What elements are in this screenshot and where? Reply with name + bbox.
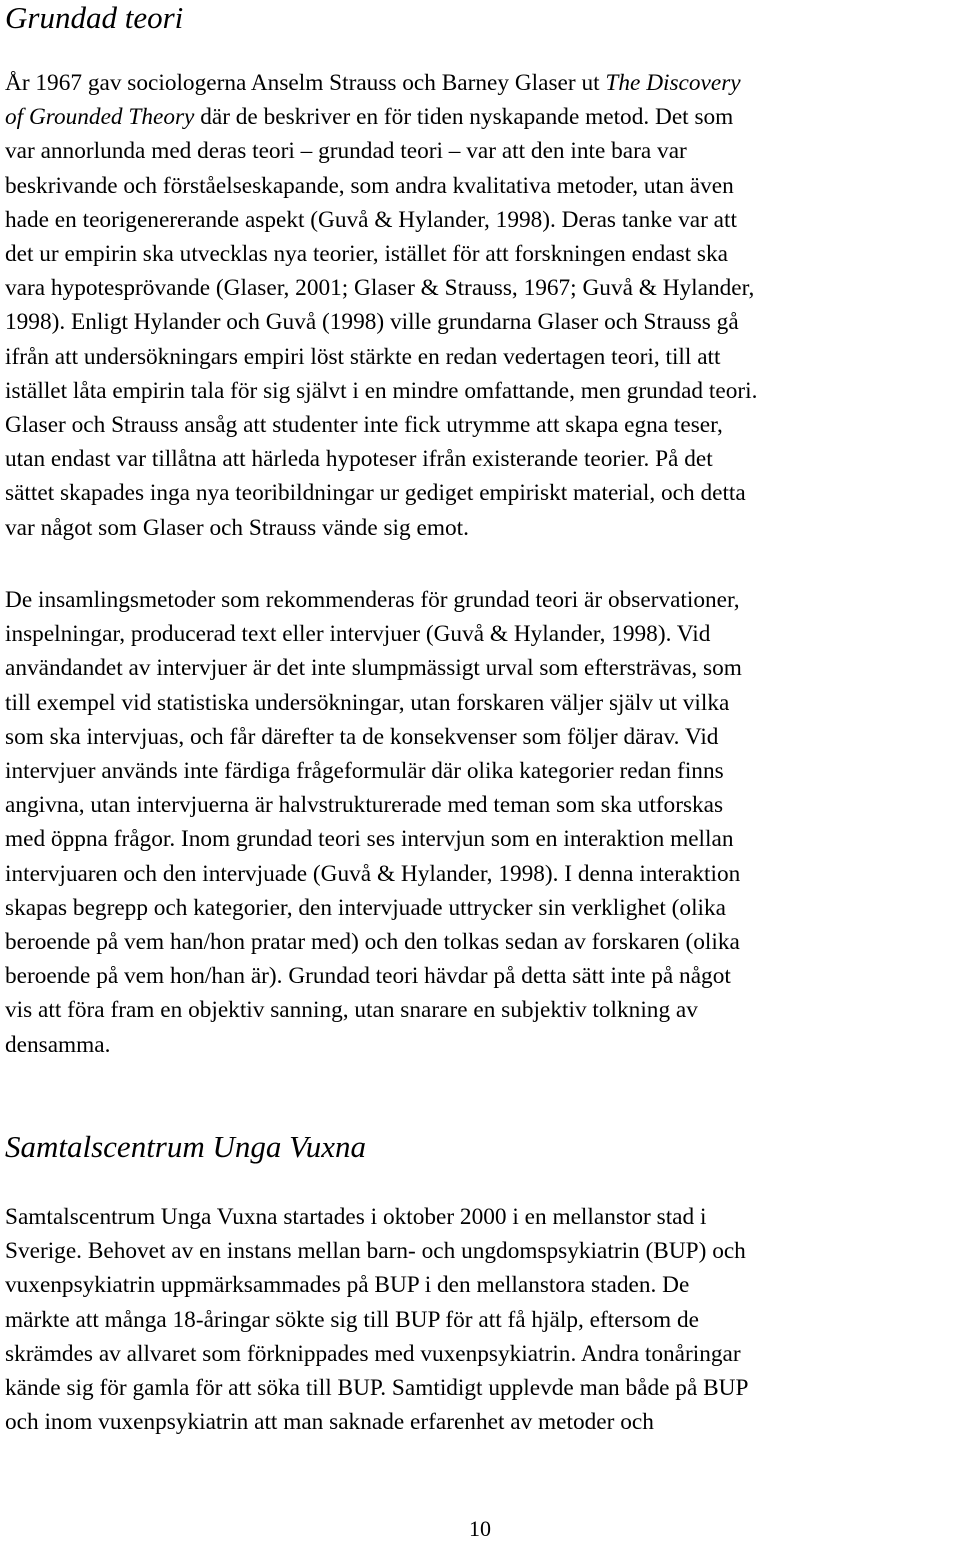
text-line: med öppna frågor. Inom grundad teori ses intervjun som en interaktion mellan [5, 826, 734, 853]
text-line: ifrån att undersökningars empiri löst stärkte en redan vedertagen teori, till att [5, 343, 721, 370]
text-line: utan endast var tillåtna att härleda hypoteser ifrån existerande teorier. På det [5, 446, 713, 473]
text-line: istället låta empirin tala för sig självt i en mindre omfattande, men grundad teori. [5, 377, 758, 404]
text-line: var annorlunda med deras teori – grundad teori – var att den inte bara var [5, 138, 687, 165]
text-line: märkte att många 18-åringar sökte sig till BUP för att få hjälp, eftersom de [5, 1306, 699, 1333]
text-line: År 1967 gav sociologerna Anselm Strauss och Barney Glaser ut The Discovery [5, 70, 741, 96]
paragraph-samtalscentrum [5, 1200, 748, 1439]
text-line: angivna, utan intervjuerna är halvstrukturerade med teman som ska utforskas [5, 792, 724, 819]
text-line: vara hypotesprövande (Glaser, 2001; Glaser & Strauss, 1967; Guvå & Hylander, [5, 275, 755, 302]
text-line: intervjuaren och den intervjuade (Guvå & Hylander, 1998). I denna interaktion [5, 860, 741, 887]
text-line: skapas begrepp och kategorier, den intervjuade uttrycker sin verklighet (olika [5, 894, 727, 921]
paragraph-grundad-teori-intro [5, 66, 757, 545]
book-title-italic: of Grounded Theory [5, 104, 195, 131]
text-line: kände sig för gamla för att söka till BUP. Samtidigt upplevde man både på BUP [5, 1375, 749, 1402]
paragraph-insamlingsmetoder [5, 583, 742, 1062]
page-number: 10 [469, 1516, 491, 1541]
text-line: 1998). Enligt Hylander och Guvå (1998) ville grundarna Glaser och Strauss gå [5, 309, 739, 336]
text-line: inspelningar, producerad text eller intervjuer (Guvå & Hylander, 1998). Vid [5, 621, 711, 648]
text-line: De insamlingsmetoder som rekommenderas för grundad teori är observationer, [5, 587, 740, 613]
text-line: sättet skapades inga nya teoribildningar ur gediget empiriskt material, och detta [5, 480, 746, 507]
text-line: intervjuer används inte färdiga frågeformulär där olika kategorier redan finns [5, 758, 724, 785]
text-line: det ur empirin ska utvecklas nya teorier, istället för att forskningen endast ska [5, 241, 728, 268]
text-line: användandet av intervjuer är det inte slumpmässigt urval som eftersträvas, som [5, 655, 742, 682]
text-line: hade en teorigenererande aspekt (Guvå & Hylander, 1998). Deras tanke var att [5, 206, 737, 233]
text-line: Samtalscentrum Unga Vuxna startades i oktober 2000 i en mellanstor stad i [5, 1204, 707, 1230]
text-line: beskrivande och förståelseskapande, som andra kvalitativa metoder, utan även [5, 172, 734, 199]
text-line: var något som Glaser och Strauss vände sig emot. [5, 514, 469, 541]
text-line: till exempel vid statistiska undersökningar, utan forskaren väljer själv ut vilka [5, 689, 730, 716]
section-heading-grundad-teori: Grundad teori [5, 0, 184, 35]
text-line: skrämdes av allvaret som förknippades med vuxenpsykiatrin. Andra tonåringar [5, 1340, 741, 1367]
text-line: Glaser och Strauss ansåg att studenter inte fick utrymme att skapa egna teser, [5, 412, 723, 439]
text-line: och inom vuxenpsykiatrin att man saknade erfarenhet av metoder och [5, 1409, 654, 1436]
text-line: of Grounded Theory där de beskriver en för tiden nyskapande metod. Det som [5, 104, 734, 131]
book-title-italic: The Discovery [605, 70, 741, 96]
text-line: Sverige. Behovet av en instans mellan barn- och ungdomspsykiatrin (BUP) och [5, 1238, 746, 1265]
section-heading-samtalscentrum: Samtalscentrum Unga Vuxna [5, 1129, 367, 1164]
text-line: vuxenpsykiatrin uppmärksammades på BUP i den mellanstora staden. De [5, 1272, 690, 1299]
text-line: beroende på vem han/hon pratar med) och den tolkas sedan av forskaren (olika [5, 929, 740, 956]
text-line: beroende på vem hon/han är). Grundad teori hävdar på detta sätt inte på något [5, 963, 731, 990]
text-line: densamma. [5, 1031, 111, 1058]
text-line: som ska intervjuas, och får därefter ta de konsekvenser som följer därav. Vid [5, 723, 719, 750]
text-line: vis att föra fram en objektiv sanning, utan snarare en subjektiv tolkning av [5, 997, 698, 1024]
